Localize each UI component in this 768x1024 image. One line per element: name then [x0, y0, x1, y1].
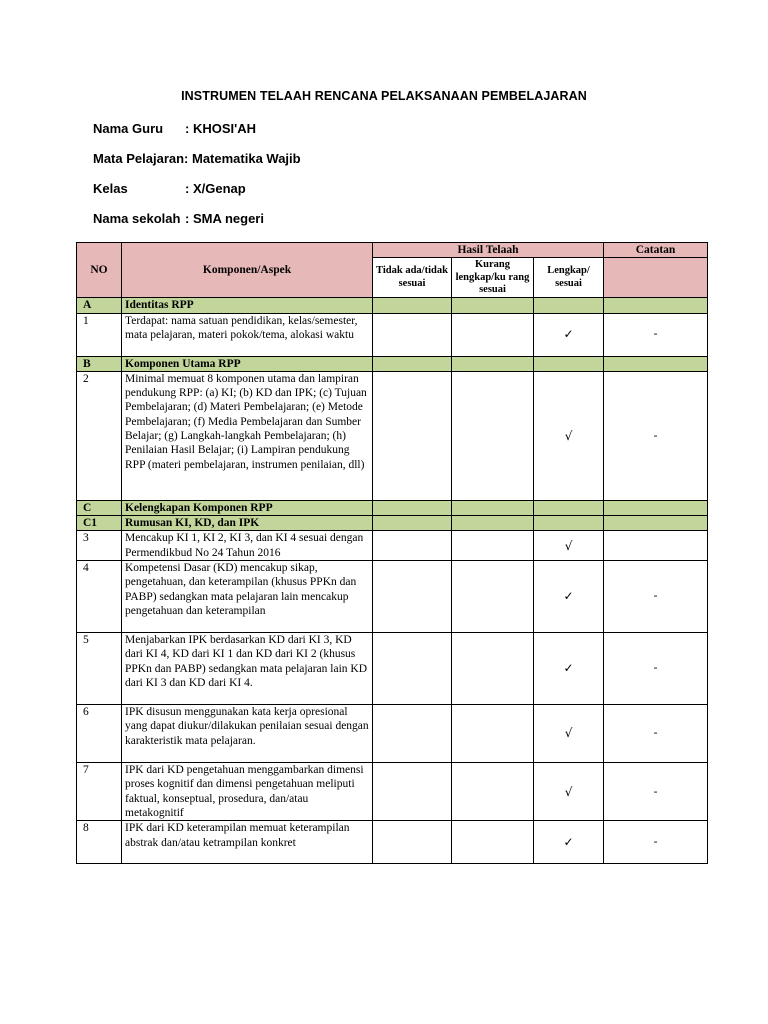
row-note: -: [604, 633, 708, 705]
table-row: [77, 633, 708, 705]
row-aspek: Minimal memuat 8 komponen utama dan lampiran pendukung RPP: (a) KI; (b) KD dan IPK; (c) Tujuan Pembelajaran; (d) Materi Pembelajaran; (e) Metode Pembelajaran; (f) Media Pembelajaran dan Sumber Belajar; (g) Langkah-langkah Pembelajaran; (h) Penilaian Hasil Belajar; (i) Lampiran pendukung RPP (materi pembelajaran, instrumen penilaian, dll): [122, 371, 373, 500]
header-no: NO: [77, 243, 122, 298]
table-row: [77, 531, 708, 561]
guru-label: Nama Guru: [93, 121, 164, 136]
section-b: [77, 356, 708, 371]
section-title: Kelengkapan Komponen RPP: [122, 500, 373, 515]
row-no: 1: [77, 313, 122, 356]
row-aspek: IPK dari KD keterampilan memuat keterampilan abstrak dan/atau ketrampilan konkret: [122, 821, 373, 864]
row-no: 7: [77, 763, 122, 821]
header-kurang: Kurang lengkap/ku rang sesuai: [452, 258, 534, 298]
check-mark: ✓: [534, 561, 604, 633]
section-title: Komponen Utama RPP: [122, 356, 373, 371]
row-no: 5: [77, 633, 122, 705]
table-row: [77, 821, 708, 864]
section-c: [77, 500, 708, 515]
section-no: B: [77, 356, 122, 371]
document-title: INSTRUMEN TELAAH RENCANA PELAKSANAAN PEMBELAJARAN: [181, 89, 587, 103]
header-aspek: Komponen/Aspek: [122, 243, 373, 298]
header-tidak: Tidak ada/tidak sesuai: [373, 258, 452, 298]
section-c1: [77, 516, 708, 531]
row-aspek: IPK dari KD pengetahuan menggambarkan dimensi proses kognitif dan dimensi pengetahuan meliputi faktual, konseptual, prosedura, dan/atau metakognitif: [122, 763, 373, 821]
header-catatan-blank: [604, 258, 708, 298]
sekolah-label: Nama sekolah: [93, 211, 181, 226]
row-note: -: [604, 313, 708, 356]
header-row: [77, 243, 708, 258]
row-no: 4: [77, 561, 122, 633]
telaah-table: [76, 242, 708, 864]
row-aspek: Kompetensi Dasar (KD) mencakup sikap, pengetahuan, dan keterampilan (khusus PPKn dan PABP) sedangkan mata pelajaran lain mencakup pengetahuan dan keterampilan: [122, 561, 373, 633]
row-no: 6: [77, 705, 122, 763]
table-row: [77, 561, 708, 633]
kelas-label: Kelas: [93, 181, 128, 196]
mapel-value: Matematika Wajib: [188, 151, 301, 166]
header-hasil: Hasil Telaah: [373, 243, 604, 258]
section-no: C1: [77, 516, 122, 531]
sekolah-value: : SMA negeri: [185, 211, 264, 226]
table-row: [77, 763, 708, 821]
check-mark: ✓: [534, 821, 604, 864]
row-note: -: [604, 705, 708, 763]
row-note: -: [604, 763, 708, 821]
table-row: [77, 371, 708, 500]
meta-kelas: [93, 181, 246, 196]
mapel-label: Mata Pelajaran:: [93, 151, 189, 166]
section-a: [77, 298, 708, 313]
row-aspek: Mencakup KI 1, KI 2, KI 3, dan KI 4 sesuai dengan Permendikbud No 24 Tahun 2016: [122, 531, 373, 561]
meta-mapel: [93, 151, 301, 166]
row-no: 3: [77, 531, 122, 561]
row-note: [604, 531, 708, 561]
row-no: 8: [77, 821, 122, 864]
meta-guru: [93, 121, 256, 136]
row-aspek: Menjabarkan IPK berdasarkan KD dari KI 3, KD dari KI 4, KD dari KI 1 dan KD dari KI 2 (khusus PPKn dan PABP) sedangkan mata pelajaran lain KD dari KI 3 dan KD dari KI 4.: [122, 633, 373, 705]
check-mark: ✓: [534, 633, 604, 705]
row-no: 2: [77, 371, 122, 500]
row-aspek: IPK disusun menggunakan kata kerja opresional yang dapat diukur/dilakukan penilaian sesuai dengan karakteristik mata pelajaran.: [122, 705, 373, 763]
row-note: -: [604, 371, 708, 500]
header-catatan: Catatan: [604, 243, 708, 258]
section-no: A: [77, 298, 122, 313]
check-mark: √: [534, 705, 604, 763]
section-title: Identitas RPP: [122, 298, 373, 313]
table-row: [77, 313, 708, 356]
row-note: -: [604, 561, 708, 633]
check-mark: √: [534, 371, 604, 500]
row-aspek: Terdapat: nama satuan pendidikan, kelas/semester, mata pelajaran, materi pokok/tema, alokasi waktu: [122, 313, 373, 356]
header-lengkap: Lengkap/ sesuai: [534, 258, 604, 298]
section-no: C: [77, 500, 122, 515]
check-mark: √: [534, 763, 604, 821]
meta-sekolah: [93, 211, 264, 226]
guru-value: : KHOSI'AH: [185, 121, 256, 136]
check-mark: √: [534, 531, 604, 561]
table-row: [77, 705, 708, 763]
kelas-value: : X/Genap: [185, 181, 246, 196]
row-note: -: [604, 821, 708, 864]
section-title: Rumusan KI, KD, dan IPK: [122, 516, 373, 531]
check-mark: ✓: [534, 313, 604, 356]
